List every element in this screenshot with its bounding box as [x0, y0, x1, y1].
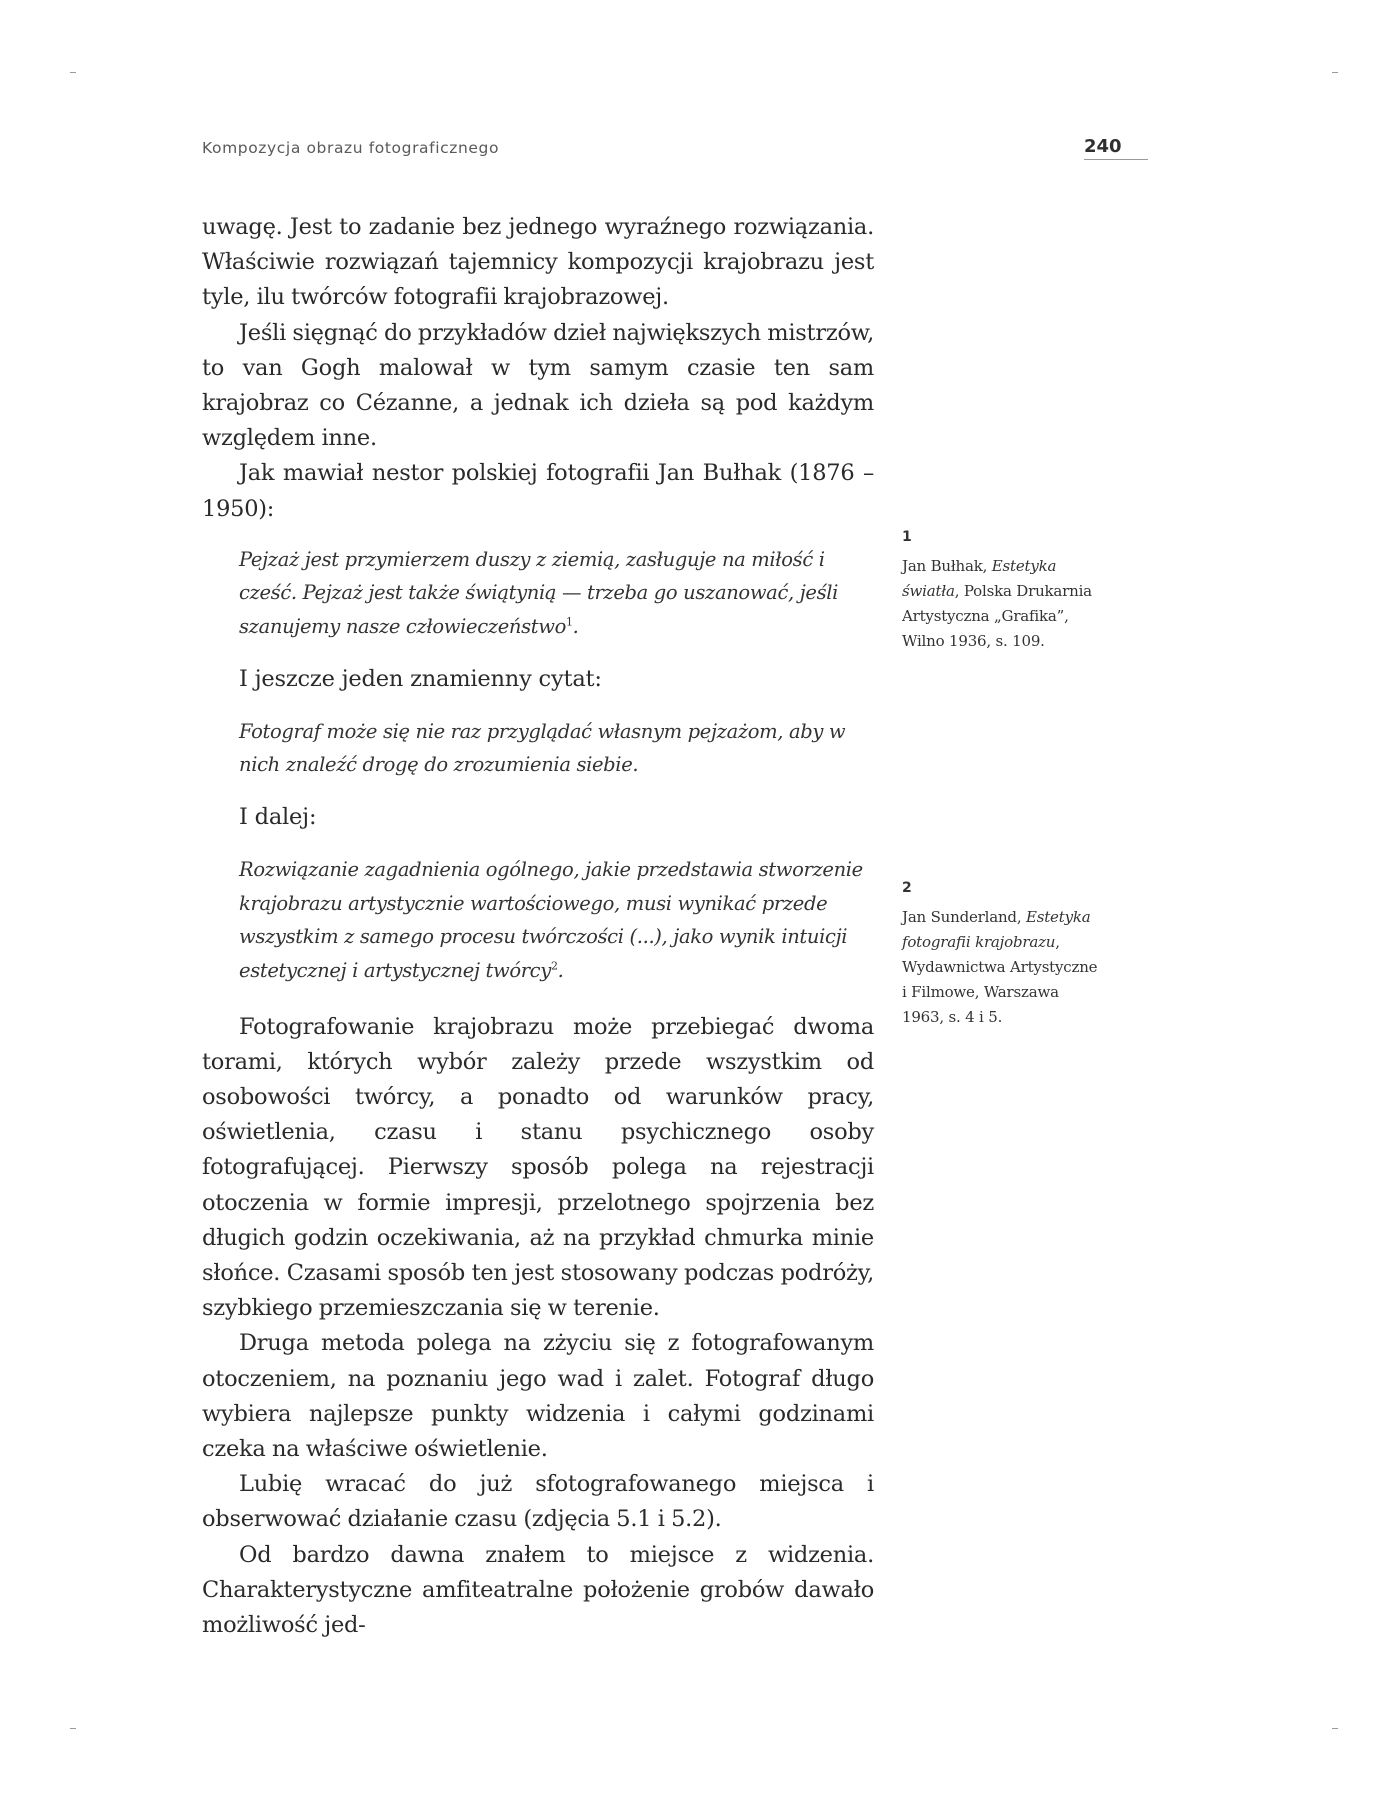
margin-note-number: 1	[902, 529, 912, 545]
quote-photographer: Fotograf może się nie raz przyglądać własnym pejzażom, aby w nich znaleźć drogę do zrozumienia siebie.	[239, 719, 846, 777]
quote-bulhak-text: Pejzaż jest przymierzem duszy z ziemią, zasługuje na miłość i cześć. Pejzaż jest także świątynią — trzeba go uszanować, jeśli szanujemy nasze człowieczeństwo	[239, 547, 839, 639]
paragraph-6: Lubię wracać do już sfotografowanego miejsca i obserwować działanie czasu (zdjęcia 5.1 i 5.2).	[202, 1471, 874, 1533]
running-title: Kompozycja obrazu fotograficznego	[202, 139, 500, 157]
paragraph-3: Jak mawiał nestor polskiej fotografii Jan Bułhak (1876 – 1950):	[202, 460, 874, 522]
note-author: Jan Sunderland,	[902, 908, 1022, 926]
page-number: 240	[1084, 136, 1122, 157]
crop-mark-bottom-left	[70, 1728, 76, 1729]
margin-note-text	[902, 554, 1102, 654]
intro-third-quote: I dalej:	[239, 804, 317, 830]
quote-bulhak: Pejzaż jest przymierzem duszy z ziemią, zasługuje na miłość i cześć. Pejzaż jest także świątynią — trzeba go uszanować, jeśli szanujemy nasze człowieczeństwo$^1$.	[239, 547, 839, 639]
margin-note-number: 2	[902, 880, 912, 896]
footnote-ref-1: 1	[565, 615, 573, 629]
margin-note-1	[902, 526, 1102, 654]
note-details: , Wydawnictwa Artystyczne i Filmowe, Warszawa 1963, s. 4 i 5.	[902, 933, 1098, 1026]
crop-mark-top-right	[1332, 72, 1338, 73]
note-author: Jan Bułhak,	[902, 557, 988, 575]
paragraph-1: uwagę. Jest to zadanie bez jednego wyraźnego rozwiązania. Właściwie rozwiązań tajemnicy kompozycji krajobrazu jest tyle, ilu twórców fotografii krajobrazowej.	[202, 214, 874, 311]
paragraph-2: Jeśli sięgnąć do przykładów dzieł największych mistrzów, to van Gogh malował w tym samym czasie ten sam krajobraz co Cézanne, a jednak ich dzieła są pod każdym względem inne.	[202, 319, 874, 452]
note-title: Estetyka światła	[902, 557, 1057, 600]
footnote-ref-2: 2	[550, 959, 558, 973]
paragraph-7: Od bardzo dawna znałem to miejsce z widzenia. Charakterystyczne amfiteatralne położenie grobów dawało możliwość jed-	[202, 1541, 874, 1639]
crop-mark-bottom-right	[1332, 1728, 1338, 1729]
paragraph-5: Druga metoda polega na zżyciu się z fotografowanym otoczeniem, na poznaniu jego wad i zalet. Fotograf długo wybiera najlepsze punkty widzenia i całymi godzinami czeka na właściwe oświetlenie.	[202, 1330, 874, 1463]
page-number-rule	[1084, 159, 1148, 160]
quote-sunderland-text: Rozwiązanie zagadnienia ogólnego, jakie przedstawia stworzenie krajobrazu artystycznie wartościowego, musi wynikać przede wszystkim z samego procesu twórczości (...), jako wynik intuicji estetycznej i artystycznej twórcy	[239, 858, 863, 982]
margin-note-2	[902, 877, 1102, 1030]
margin-note-text	[902, 905, 1102, 1030]
quote-sunderland: Rozwiązanie zagadnienia ogólnego, jakie przedstawia stworzenie krajobrazu artystycznie wartościowego, musi wynikać przede wszystkim z samego procesu twórczości (...), jako wynik intuicji estetycznej i artystycznej twórcy$^2$.	[239, 858, 863, 982]
intro-second-quote: I jeszcze jeden znamienny cytat:	[239, 665, 602, 692]
paragraph-4: Fotografowanie krajobrazu może przebiegać dwoma torami, których wybór zależy przede wszystkim od osobowości twórcy, a ponadto od warunków pracy, oświetlenia, czasu i stanu psychicznego osoby fotografującej. Pierwszy sposób polega na rejestracji otoczenia w formie impresji, przelotnego spojrzenia bez długich godzin oczekiwania, aż na przykład chmurka minie słońce. Czasami sposób ten jest stosowany podczas podróży, szybkiego przemieszczania się w terenie.	[202, 1013, 874, 1322]
crop-mark-top-left	[70, 72, 76, 73]
main-text-column	[202, 210, 874, 1643]
note-title: Estetyka fotografii krajobrazu	[902, 908, 1091, 951]
note-details: , Polska Drukarnia Artystyczna „Grafika”, Wilno 1936, s. 109.	[902, 582, 1092, 650]
